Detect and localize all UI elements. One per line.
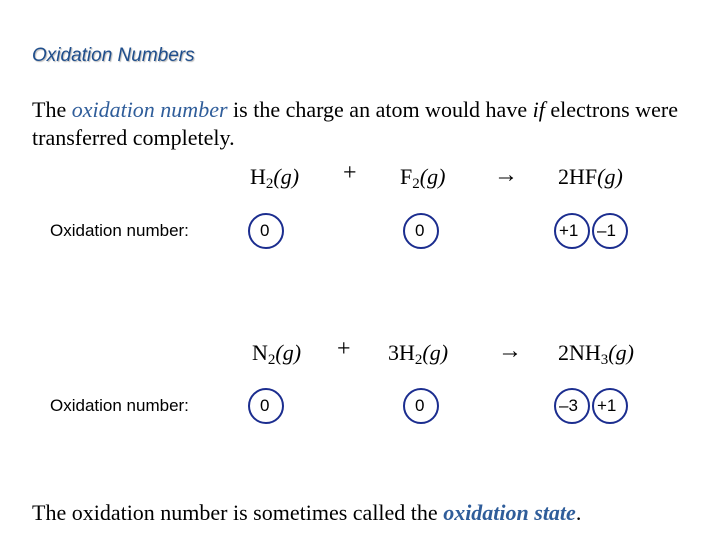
intro-paragraph xyxy=(32,96,702,152)
eq2-h-subscript: 2 xyxy=(414,352,423,368)
eq1-h-symbol: H xyxy=(250,164,266,189)
eq1-product-hf xyxy=(558,164,623,190)
eq1-f-symbol: F xyxy=(400,164,413,189)
oxidation-number-term: oxidation number xyxy=(71,97,228,122)
eq2-nh-formula: 2NH xyxy=(558,340,601,365)
eq2-n-symbol: N xyxy=(252,340,268,365)
ox1-f2-value: 0 xyxy=(415,221,425,240)
eq2-nh3-subscript: 3 xyxy=(600,352,609,368)
eq1-f2-state: (g) xyxy=(419,164,446,189)
ox2-h2-value: 0 xyxy=(415,396,425,415)
eq2-h2-state: (g) xyxy=(422,340,449,365)
eq1-h2-state: (g) xyxy=(273,164,300,189)
oxidation-state-term: oxidation state xyxy=(443,500,576,525)
ox1-label: Oxidation number: xyxy=(50,221,189,240)
eq2-plus: + xyxy=(337,336,351,362)
eq1-h-subscript: 2 xyxy=(265,176,274,192)
page-title: Oxidation Numbers xyxy=(32,45,195,66)
footer-text-1: The oxidation number is sometimes called the xyxy=(32,500,444,525)
eq1-hf-formula: 2HF xyxy=(558,164,598,189)
eq2-reactant-n2 xyxy=(252,340,301,366)
ox1-f-value: –1 xyxy=(597,221,616,240)
eq2-n2-state: (g) xyxy=(275,340,302,365)
intro-text-3: electrons were transferred completely. xyxy=(32,97,678,150)
eq2-product-nh3 xyxy=(558,340,634,366)
eq2-h-symbol: 3H xyxy=(388,340,415,365)
ox1-h2-value: 0 xyxy=(260,221,270,240)
intro-text-1: The xyxy=(32,97,72,122)
ox2-n-value: –3 xyxy=(559,396,578,415)
footer-text-2: . xyxy=(575,500,582,525)
eq1-hf-state: (g) xyxy=(597,164,623,189)
eq1-f-subscript: 2 xyxy=(412,176,420,192)
ox1-h-value: +1 xyxy=(559,221,579,240)
eq1-reactant-f2 xyxy=(400,164,445,190)
eq1-plus: + xyxy=(343,160,357,186)
eq2-nh3-state: (g) xyxy=(608,340,634,365)
eq2-n-subscript: 2 xyxy=(267,352,276,368)
footer-sentence xyxy=(32,500,581,526)
eq2-arrow: → xyxy=(498,338,522,364)
eq1-arrow: → xyxy=(494,162,518,188)
ox2-h-value: +1 xyxy=(597,396,617,415)
eq2-reactant-h2 xyxy=(388,340,448,366)
eq1-reactant-h2 xyxy=(250,164,299,190)
intro-text-2: is the charge an atom would have xyxy=(227,97,533,122)
ox2-label: Oxidation number: xyxy=(50,396,189,415)
ox2-n2-value: 0 xyxy=(260,396,270,415)
if-word: if xyxy=(532,97,545,122)
